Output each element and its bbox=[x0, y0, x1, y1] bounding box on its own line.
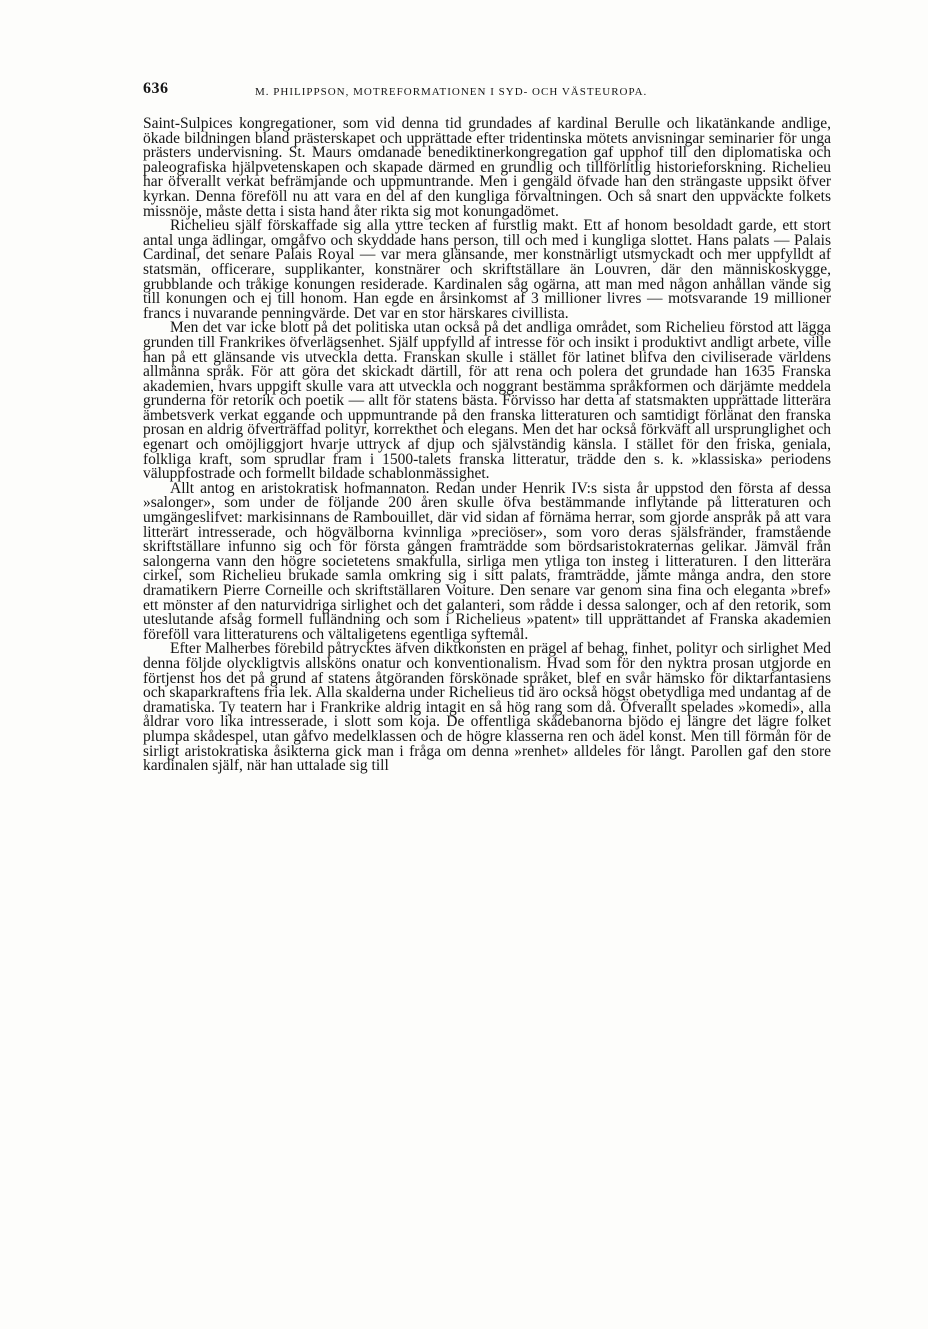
body-text bbox=[143, 117, 831, 774]
paragraph: Men det var icke blott på det politiska utan också på det andliga området, som Richelieu förstod att lägga grunden till Frankrikes öfverlägsenhet. Själf uppfylld af intresse för och insikt i produktivt andligt arbete, ville han på ett glänsande vis utveckla detta. Franskan skulle i stället för latinet blifva den civiliserade världens allmänna språk. För att göra det skickadt därtill, för att rena och polera det grundade han 1635 Franska akademien, hvars uppgift skulle vara att utveckla och noggrant bestämma språkformen och därjämte meddela grunderna för retorik och poetik — allt för statens bästa. Förvisso har detta af statsmakten upprättade litterära ämbetsverk verkat eggande och uppmuntrande på den franska litteraturen och samtidigt förlänat den franska prosan en aldrig öfverträffad polityr, korrekthet och elegans. Men det har också förkväft all ursprunglighet och egenart och omöjliggjort hvarje uttryck af djup och självständig känsla. I stället för den friska, geniala, folkliga kraft, som sprudlar fram i 1500-talets franska litteratur, trädde den s. k. »klassiska» periodens väluppfostrade och formellt bildade schablonmässighet. bbox=[143, 319, 831, 483]
running-head: M. PHILIPPSON, MOTREFORMATIONEN I SYD- OCH VÄSTEUROPA. bbox=[255, 86, 648, 98]
paragraph: Allt antog en aristokratisk hofmannaton. Redan under Henrik IV:s sista år uppstod den första af dessa »salonger», som under de följande 200 åren skulle öfva bestämmande inflytande på litteraturen och umgängeslifvet: markisinnans de Rambouillet, där vid sidan af förnäma herrar, som gjorde anspråk på att vara litterärt intresserade, och högvälborna kvinnliga »preciöser», som voro deras själsfränder, framstående skriftställare infunno sig och för första gången framträdde som bördsaristokraternas gelikar. Jämväl från salongerna vann den högre societetens smakfulla, sirliga men ytliga ton insteg i litteraturen. I den litterära cirkel, som Richelieu brukade samla omkring sig i sitt palats, framträdde, jämte många andra, den store dramatikern Pierre Corneille och skriftställaren Voiture. Den senare var genom sina fina och eleganta »bref» ett mönster af den naturvidriga sirlighet och det galanteri, som rådde i dessa salonger, och af den retorik, som uteslutande afsåg formell fulländning och som i Richelieus »patent» till upprättandet af Franska akademien föreföll vara litteraturens och vältaligetens egentliga syftemål. bbox=[143, 479, 831, 643]
paragraph: Saint-Sulpices kongregationer, som vid denna tid grundades af kardinal Berulle och likatänkande andlige, ökade bildningen bland prästerskapet och upprättade efter tridentinska mötets anvisningar seminarier för unga prästers undervisning. St. Maurs omdanade benediktinerkongregation gaf upphof till den diplomatiska och paleografiska hjälpvetenskapen och skapade därmed en grundlig och tillförlitlig historieforskning. Richelieu har öfverallt verkat befrämjande och uppmuntrande. Men i gengäld öfvade han den strängaste uppsikt öfver kyrkan. Denna föreföll nu att vara en del af den kungliga förvaltningen. Och så snart den uppväckte folkets missnöje, måste detta i sista hand åter rikta sig mot konungadömet. bbox=[143, 115, 831, 220]
page-header bbox=[143, 80, 831, 104]
paragraph: Efter Malherbes förebild påtrycktes äfven diktkonsten en prägel af behag, finhet, polityr och sirlighet Med denna följde olyckligtvis allsköns onatur och konventionalism. Hvad som för den nyktra prosan utgjorde en förtjenst hos det på grund af statens åtgöranden förskönade språket, blef en svår hämsko för diktarfantasiens och skaparkraftens fria lek. Alla skalderna under Richelieus tid äro också högst obetydliga med undantag af de dramatiska. Ty teatern har i Frankrike aldrig intagit en så hög rang som då. Öfverallt spelades »komedi», alla åldrar voro lika intresserade, i slott som koja. De offentliga skådebanorna bjödo ej längre det lägre folket plumpa skådespel, utan gåfvo medelklassen och de högre klasserna ren och ädel konst. Men till förmån för de sirligt aristokratiska åsikterna gick man i fråga om denna »renhet» alldeles för långt. Parollen gaf den store kardinalen själf, när han uttalade sig till bbox=[143, 640, 831, 775]
page-number: 636 bbox=[143, 80, 169, 97]
paragraph: Richelieu själf förskaffade sig alla yttre tecken af furstlig makt. Ett af honom besoldadt garde, ett stort antal unga ädlingar, omgåfvo och skyddade hans person, till och med i kungliga slottet. Hans palats — Palais Cardinal, det senare Palais Royal — var mera glänsande, mer konstnärligt utsmyckadt och mer uppfylldt af statsmän, officerare, supplikanter, konstnärer och skriftställare än Louvren, där den människoskygge, grubblande och tråkige konungen residerade. Kardinalen såg ogärna, att man med någon anhållan vände sig till konungen och ej till honom. Han egde en årsinkomst af 3 millioner livres — motsvarande 19 millioner francs i nuvarande penningvärde. Det var en stor härskares civillista. bbox=[143, 217, 831, 322]
